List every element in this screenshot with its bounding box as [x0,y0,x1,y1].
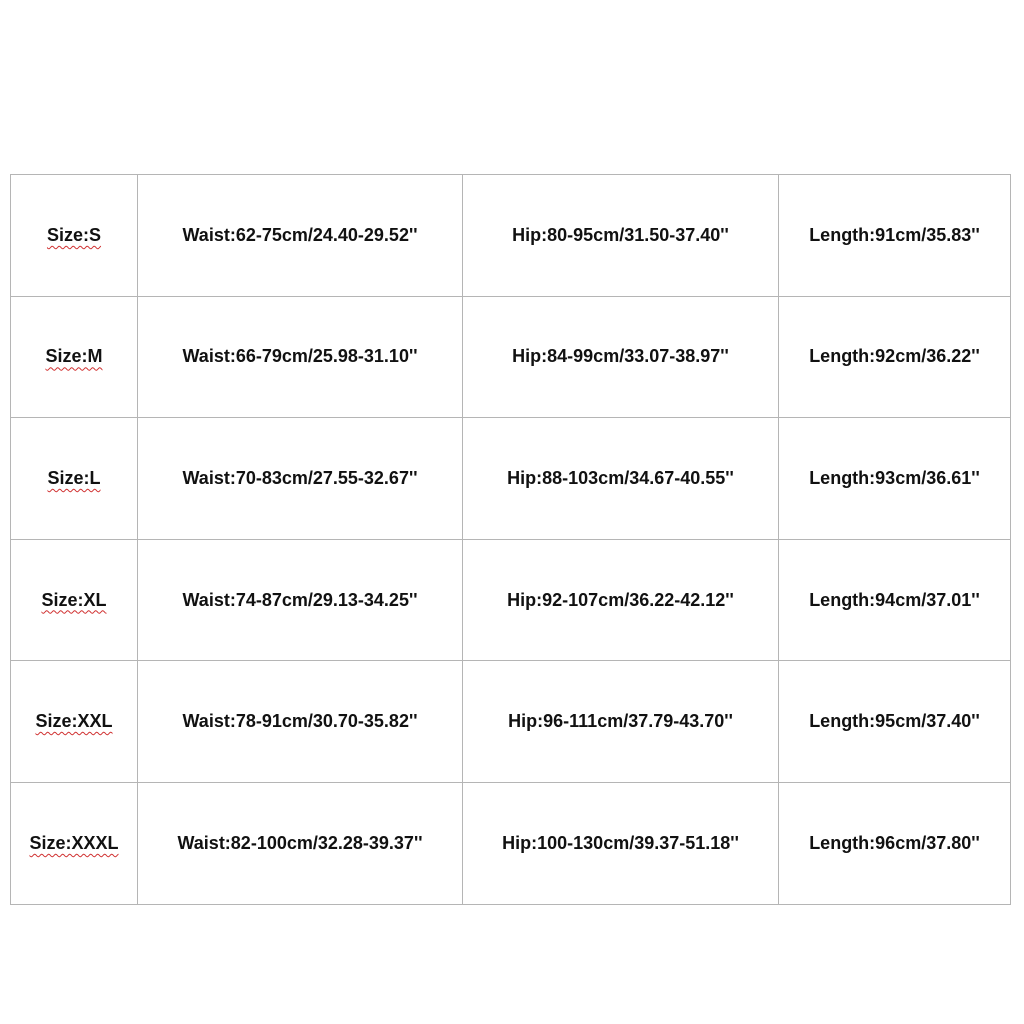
hip-cell: Hip:100-130cm/39.37-51.18'' [463,782,779,904]
size-label: Size:S [46,224,102,245]
table-row [11,539,1011,661]
table-row [11,296,1011,418]
size-label: Size:L [47,467,101,488]
size-label: Size:M [45,346,103,367]
hip-cell: Hip:80-95cm/31.50-37.40'' [463,175,779,297]
length-cell: Length:91cm/35.83'' [779,175,1011,297]
waist-cell: Waist:74-87cm/29.13-34.25'' [138,539,463,661]
table-row [11,175,1011,297]
length-cell: Length:92cm/36.22'' [779,296,1011,418]
length-cell: Length:95cm/37.40'' [779,661,1011,783]
size-cell [11,661,138,783]
length-cell: Length:94cm/37.01'' [779,539,1011,661]
size-cell [11,296,138,418]
size-cell [11,539,138,661]
table-row [11,782,1011,904]
hip-cell: Hip:92-107cm/36.22-42.12'' [463,539,779,661]
size-cell [11,175,138,297]
waist-cell: Waist:66-79cm/25.98-31.10'' [138,296,463,418]
hip-cell: Hip:96-111cm/37.79-43.70'' [463,661,779,783]
waist-cell: Waist:70-83cm/27.55-32.67'' [138,418,463,540]
size-label: Size:XL [41,589,107,610]
table-row [11,418,1011,540]
waist-cell: Waist:78-91cm/30.70-35.82'' [138,661,463,783]
table-row [11,661,1011,783]
size-cell [11,782,138,904]
size-cell [11,418,138,540]
size-label: Size:XXXL [29,832,119,853]
hip-cell: Hip:88-103cm/34.67-40.55'' [463,418,779,540]
length-cell: Length:93cm/36.61'' [779,418,1011,540]
size-label: Size:XXL [35,711,113,732]
hip-cell: Hip:84-99cm/33.07-38.97'' [463,296,779,418]
waist-cell: Waist:82-100cm/32.28-39.37'' [138,782,463,904]
waist-cell: Waist:62-75cm/24.40-29.52'' [138,175,463,297]
length-cell: Length:96cm/37.80'' [779,782,1011,904]
size-chart-table [10,174,1011,905]
